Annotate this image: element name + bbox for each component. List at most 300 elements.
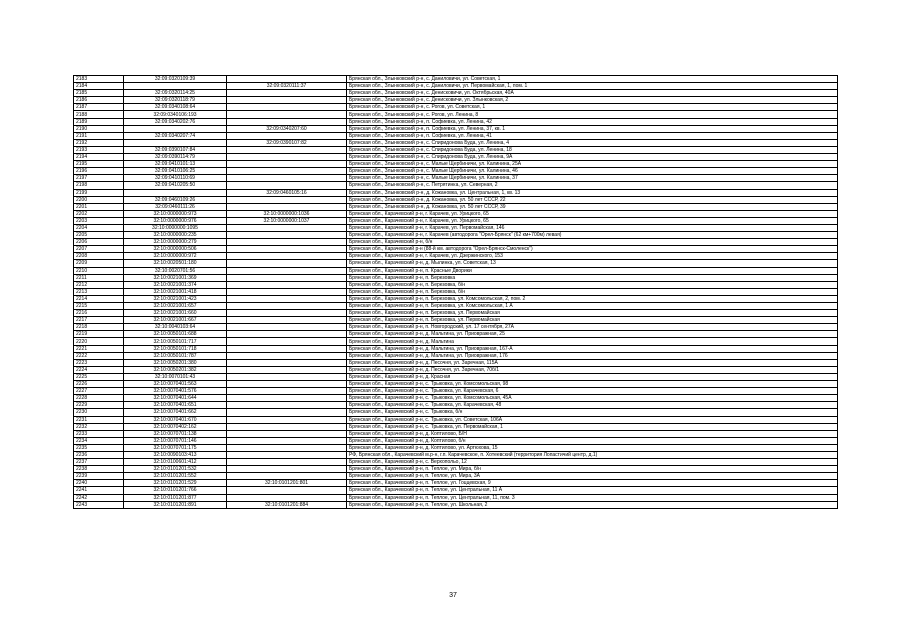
secondary-cadastral-number-cell: 32:10:0000000:1036	[227, 210, 347, 217]
row-number-cell: 2202	[74, 210, 124, 217]
row-number-cell: 2207	[74, 246, 124, 253]
row-number-cell: 2231	[74, 416, 124, 423]
cadastral-number-cell: 32:10:0021001:374	[124, 281, 227, 288]
table-row	[74, 260, 838, 267]
secondary-cadastral-number-cell	[227, 345, 347, 352]
cadastral-number-cell: 32:09:0410110:69	[124, 175, 227, 182]
secondary-cadastral-number-cell	[227, 76, 347, 83]
address-cell: Брянская обл., Злынковский р-н, с. Малые Щербиничи, ул. Калинина, 25А	[347, 161, 838, 168]
table-row	[74, 437, 838, 444]
table-row	[74, 352, 838, 359]
cadastral-number-cell: 32:09:0390114:79	[124, 154, 227, 161]
table-row	[74, 409, 838, 416]
secondary-cadastral-number-cell	[227, 430, 347, 437]
table-row	[74, 196, 838, 203]
row-number-cell: 2189	[74, 118, 124, 125]
cadastral-number-cell: 32:10:0070101:43	[124, 373, 227, 380]
row-number-cell: 2206	[74, 239, 124, 246]
secondary-cadastral-number-cell	[227, 373, 347, 380]
address-cell: Брянская обл., Карачевский р-н (88-й км. автодорога "Орел-Брянск-Смоленск")	[347, 246, 838, 253]
address-cell: Брянская обл., Карачевский р-н, п. Березовка, ул. Комсомольская, 2, пом. 2	[347, 295, 838, 302]
secondary-cadastral-number-cell	[227, 388, 347, 395]
row-number-cell: 2239	[74, 473, 124, 480]
cadastral-number-cell: 32:10:0000000:972	[124, 253, 227, 260]
cadastral-number-cell: 32:10:0070402:162	[124, 423, 227, 430]
address-cell: Брянская обл., Карачевский р-н, д. Мылинка, ул. Советская, 13	[347, 260, 838, 267]
cadastral-number-cell: 32:09:0460109:26	[124, 196, 227, 203]
address-cell: Брянская обл., Карачевский р-н, д. Мальтина	[347, 338, 838, 345]
row-number-cell: 2194	[74, 154, 124, 161]
row-number-cell: 2234	[74, 437, 124, 444]
table-row	[74, 182, 838, 189]
secondary-cadastral-number-cell	[227, 473, 347, 480]
secondary-cadastral-number-cell	[227, 416, 347, 423]
table-row	[74, 366, 838, 373]
table-row	[74, 168, 838, 175]
address-cell: Брянская обл., Карачевский р-н, д. Песочня, ул. Заречная, 115А	[347, 359, 838, 366]
address-cell: Брянская обл., Карачевский р-н, г. Карачев, ул. Урицкого, 65	[347, 210, 838, 217]
table-row	[74, 416, 838, 423]
secondary-cadastral-number-cell	[227, 466, 347, 473]
address-cell: Брянская обл., Карачевский р-н, д. Красная	[347, 373, 838, 380]
address-cell: Брянская обл., Карачевский р-н, д. Коптилово, ул. Артюхова, 15	[347, 444, 838, 451]
cadastral-number-cell: 32:10:0101201:552	[124, 473, 227, 480]
table-row	[74, 232, 838, 239]
secondary-cadastral-number-cell	[227, 494, 347, 501]
table-row	[74, 132, 838, 139]
property-registry-table	[73, 75, 838, 509]
secondary-cadastral-number-cell	[227, 281, 347, 288]
cadastral-number-cell: 32:10:0000000:506	[124, 246, 227, 253]
address-cell: Брянская обл., Карачевский р-н, с. Трыковка, ул. Карачевская, 48	[347, 402, 838, 409]
secondary-cadastral-number-cell: 32:09:0390107:82	[227, 139, 347, 146]
cadastral-number-cell: 32:10:0050101:688	[124, 331, 227, 338]
address-cell: Брянская обл., Злынковский р-н, с. Спиридонова Буда, ул. Ленина, 4	[347, 139, 838, 146]
address-cell: Брянская обл., Карачевский р-н, д. Мальтина, ул. Приовражная, 167-А	[347, 345, 838, 352]
table-row	[74, 90, 838, 97]
row-number-cell: 2215	[74, 303, 124, 310]
table-row	[74, 480, 838, 487]
table-row	[74, 274, 838, 281]
cadastral-number-cell: 32:09:0320118:79	[124, 97, 227, 104]
secondary-cadastral-number-cell	[227, 260, 347, 267]
secondary-cadastral-number-cell	[227, 168, 347, 175]
cadastral-number-cell: 32:10:0101201:532	[124, 466, 227, 473]
cadastral-number-cell: 32:10:0000000:973	[124, 210, 227, 217]
address-cell: Брянская обл., Злынковский р-н, с. Рогов, ул. Советская, 1	[347, 104, 838, 111]
row-number-cell: 2200	[74, 196, 124, 203]
cadastral-number-cell: 32:09:0340207:74	[124, 132, 227, 139]
address-cell: Брянская обл., Злынковский р-н, с. Денисковичи, ул. Октябрьская, 40А	[347, 90, 838, 97]
secondary-cadastral-number-cell	[227, 175, 347, 182]
cadastral-number-cell: 32:10:0050101:787	[124, 352, 227, 359]
row-number-cell: 2185	[74, 90, 124, 97]
address-cell: Брянская обл., Злынковский р-н, с. Даниловичи, ул. Советская, 1	[347, 76, 838, 83]
row-number-cell: 2193	[74, 146, 124, 153]
row-number-cell: 2208	[74, 253, 124, 260]
secondary-cadastral-number-cell	[227, 267, 347, 274]
cadastral-number-cell	[124, 125, 227, 132]
row-number-cell: 2242	[74, 494, 124, 501]
address-cell: Брянская обл., Злынковский р-н, с. Спиридонова Буда, ул. Ленина, 9А	[347, 154, 838, 161]
row-number-cell: 2209	[74, 260, 124, 267]
address-cell: Брянская обл., Карачевский р-н, п. Теплое, ул. Центральная, 11 А	[347, 487, 838, 494]
address-cell: Брянская обл., Карачевский р-н, г. Карачев, ул. Первомайская, 146	[347, 224, 838, 231]
table-row	[74, 395, 838, 402]
row-number-cell: 2223	[74, 359, 124, 366]
table-row	[74, 146, 838, 153]
table-row	[74, 459, 838, 466]
cadastral-number-cell: 32:10:0021001:657	[124, 303, 227, 310]
address-cell: Брянская обл., Карачевский р-н, с. Трыковка, ул. Карачевская, 6	[347, 388, 838, 395]
table-row	[74, 317, 838, 324]
secondary-cadastral-number-cell	[227, 232, 347, 239]
row-number-cell: 2197	[74, 175, 124, 182]
table-row	[74, 331, 838, 338]
row-number-cell: 2210	[74, 267, 124, 274]
cadastral-number-cell: 32:09:0460111:26	[124, 203, 227, 210]
row-number-cell: 2233	[74, 430, 124, 437]
secondary-cadastral-number-cell	[227, 338, 347, 345]
row-number-cell: 2221	[74, 345, 124, 352]
address-cell: Брянская обл., Карачевский р-н, г. Карачев (автодорога "Орел-Брянск" (62 км+700м) левая)	[347, 232, 838, 239]
row-number-cell: 2212	[74, 281, 124, 288]
secondary-cadastral-number-cell	[227, 132, 347, 139]
table-row	[74, 161, 838, 168]
address-cell: Брянская обл., Карачевский р-н, д. Коптилово, Б/Н	[347, 430, 838, 437]
address-cell: Брянская обл., Злынковский р-н, п. Софиевка, ул. Ленина, 37, кв. 1	[347, 125, 838, 132]
table-row	[74, 402, 838, 409]
address-cell: Брянская обл., Карачевский р-н, д. Мальтина, ул. Приовражная, 176	[347, 352, 838, 359]
secondary-cadastral-number-cell	[227, 246, 347, 253]
row-number-cell: 2218	[74, 324, 124, 331]
cadastral-number-cell: 32:10:0101201:891	[124, 501, 227, 508]
row-number-cell: 2237	[74, 459, 124, 466]
table-row	[74, 267, 838, 274]
secondary-cadastral-number-cell: 32:09:0320111:37	[227, 83, 347, 90]
row-number-cell: 2214	[74, 295, 124, 302]
row-number-cell: 2196	[74, 168, 124, 175]
table-row	[74, 189, 838, 196]
address-cell: Брянская обл., Карачевский р-н, с. Трыковка, ул. Комсомольская, 45А	[347, 395, 838, 402]
cadastral-number-cell: 32:10:0101201:877	[124, 494, 227, 501]
table-row	[74, 125, 838, 132]
row-number-cell: 2216	[74, 310, 124, 317]
cadastral-number-cell: 32:10:0070401:644	[124, 395, 227, 402]
cadastral-number-cell	[124, 189, 227, 196]
address-cell: Брянская обл., Карачевский р-н, с. Верхопольо, 12	[347, 459, 838, 466]
secondary-cadastral-number-cell	[227, 324, 347, 331]
table-row	[74, 373, 838, 380]
table-row	[74, 83, 838, 90]
row-number-cell: 2199	[74, 189, 124, 196]
row-number-cell: 2243	[74, 501, 124, 508]
cadastral-number-cell: 32:10:0070401:563	[124, 381, 227, 388]
cadastral-number-cell: 32:10:0000000:1095	[124, 224, 227, 231]
address-cell: Брянская обл., Злынковский р-н, д. Кожановка, ул. 50 лет СССР, 22	[347, 196, 838, 203]
registry-sheet	[73, 75, 838, 509]
cadastral-number-cell	[124, 139, 227, 146]
address-cell: Брянская обл., Карачевский р-н, п. Теплое, ул. Школьная, 2	[347, 501, 838, 508]
table-row	[74, 203, 838, 210]
cadastral-number-cell: 32:09:0410205:50	[124, 182, 227, 189]
row-number-cell: 2191	[74, 132, 124, 139]
address-cell: Брянская обл., Злынковский р-н, п. Софиевка, ул. Ленина, 41	[347, 132, 838, 139]
address-cell: Брянская обл., Карачевский р-н, п. Новгородский, ул. 17 сентября, 27А	[347, 324, 838, 331]
table-body	[74, 76, 838, 509]
row-number-cell: 2187	[74, 104, 124, 111]
cadastral-number-cell: 32:10:0050101:717	[124, 338, 227, 345]
cadastral-number-cell: 32:10:0070401:651	[124, 402, 227, 409]
address-cell: РФ, Брянская обл., Карачевский м.р-н, г.п. Карачевское, п. Хотеевский (территория Лопастичий центр, д.1)	[347, 451, 838, 458]
secondary-cadastral-number-cell	[227, 111, 347, 118]
table-row	[74, 310, 838, 317]
row-number-cell: 2238	[74, 466, 124, 473]
page-number: 37	[449, 592, 457, 599]
row-number-cell: 2188	[74, 111, 124, 118]
row-number-cell: 2236	[74, 451, 124, 458]
secondary-cadastral-number-cell	[227, 459, 347, 466]
table-row	[74, 338, 838, 345]
cadastral-number-cell: 32:09:0410101:13	[124, 161, 227, 168]
row-number-cell: 2219	[74, 331, 124, 338]
secondary-cadastral-number-cell	[227, 487, 347, 494]
address-cell: Брянская обл., Карачевский р-н, с. Трыковка, б/н	[347, 409, 838, 416]
table-row	[74, 466, 838, 473]
table-row	[74, 76, 838, 83]
cadastral-number-cell: 32:10:0021001:369	[124, 274, 227, 281]
table-row	[74, 295, 838, 302]
cadastral-number-cell: 32:09:0410106:25	[124, 168, 227, 175]
table-row	[74, 97, 838, 104]
row-number-cell: 2198	[74, 182, 124, 189]
cadastral-number-cell: 32:10:0101201:529	[124, 480, 227, 487]
row-number-cell: 2235	[74, 444, 124, 451]
table-row	[74, 487, 838, 494]
cadastral-number-cell: 32:09:0340106:193	[124, 111, 227, 118]
address-cell: Брянская обл., Карачевский р-н, п. Березовка, ул. Первомайская	[347, 317, 838, 324]
row-number-cell: 2226	[74, 381, 124, 388]
address-cell: Брянская обл., Карачевский р-н, с. Трыковка, ул. Советская, 106А	[347, 416, 838, 423]
cadastral-number-cell: 32:10:0070701:175	[124, 444, 227, 451]
secondary-cadastral-number-cell	[227, 104, 347, 111]
row-number-cell: 2230	[74, 409, 124, 416]
cadastral-number-cell: 32:10:0050201:382	[124, 366, 227, 373]
row-number-cell: 2220	[74, 338, 124, 345]
cadastral-number-cell: 32:10:0050201:380	[124, 359, 227, 366]
address-cell: Брянская обл., Карачевский р-н, г. Карачев, ул. Дзержинского, 153	[347, 253, 838, 260]
address-cell: Брянская обл., Злынковский р-н, п. Софиевка, ул. Ленина, 42	[347, 118, 838, 125]
secondary-cadastral-number-cell: 32:09:0340207:60	[227, 125, 347, 132]
address-cell: Брянская обл., Карачевский р-н, п. Березовка, ул. Комсомольская, 1 А	[347, 303, 838, 310]
secondary-cadastral-number-cell	[227, 90, 347, 97]
row-number-cell: 2228	[74, 395, 124, 402]
address-cell: Брянская обл., Злынковский р-н, с. Даниловичи, ул. Первомайская, 1, пом. 1	[347, 83, 838, 90]
secondary-cadastral-number-cell	[227, 444, 347, 451]
address-cell: Брянская обл., Злынковский р-н, д. Кожановка, ул. 50 лет СССР, 39	[347, 203, 838, 210]
address-cell: Брянская обл., Злынковский р-н, с. Петрятинка, ул. Северная, 2	[347, 182, 838, 189]
table-row	[74, 111, 838, 118]
cadastral-number-cell: 32:09:0340202:76	[124, 118, 227, 125]
cadastral-number-cell: 32:09:0390107:84	[124, 146, 227, 153]
cadastral-number-cell: 32:10:0070401:670	[124, 416, 227, 423]
address-cell: Брянская обл., Карачевский р-н, с. Трыковка, ул. Первомайская, 1	[347, 423, 838, 430]
address-cell: Брянская обл., Злынковский р-н, с. Денисковичи, ул. Злынковская, 2	[347, 97, 838, 104]
address-cell: Брянская обл., Карачевский р-н, п. Теплое, ул. Мира, 3А	[347, 473, 838, 480]
address-cell: Брянская обл., Карачевский р-н, с. Трыковка, ул. Комсомольская, 98	[347, 381, 838, 388]
table-row	[74, 217, 838, 224]
secondary-cadastral-number-cell	[227, 395, 347, 402]
table-row	[74, 345, 838, 352]
row-number-cell: 2183	[74, 76, 124, 83]
cadastral-number-cell: 32:10:0000000:279	[124, 239, 227, 246]
row-number-cell: 2222	[74, 352, 124, 359]
secondary-cadastral-number-cell: 32:10:0101201:801	[227, 480, 347, 487]
address-cell: Брянская обл., Злынковский р-н, с. Малые Щербиничи, ул. Калинина, 37	[347, 175, 838, 182]
cadastral-number-cell: 32:10:0070701:146	[124, 437, 227, 444]
cadastral-number-cell: 32:10:0021001:423	[124, 295, 227, 302]
address-cell: Брянская обл., Злынковский р-н, с. Малые Щербиничи, ул. Калинина, 46	[347, 168, 838, 175]
secondary-cadastral-number-cell	[227, 161, 347, 168]
table-row	[74, 154, 838, 161]
secondary-cadastral-number-cell	[227, 97, 347, 104]
row-number-cell: 2192	[74, 139, 124, 146]
table-row	[74, 388, 838, 395]
table-row	[74, 359, 838, 366]
cadastral-number-cell: 32:10:0090103:413	[124, 451, 227, 458]
table-row	[74, 473, 838, 480]
table-row	[74, 175, 838, 182]
address-cell: Брянская обл., Карачевский р-н, п. Березовка, ул. Первомайская	[347, 310, 838, 317]
secondary-cadastral-number-cell	[227, 288, 347, 295]
table-row	[74, 444, 838, 451]
secondary-cadastral-number-cell	[227, 118, 347, 125]
cadastral-number-cell: 32:09:0320109:39	[124, 76, 227, 83]
secondary-cadastral-number-cell	[227, 154, 347, 161]
row-number-cell: 2217	[74, 317, 124, 324]
table-row	[74, 104, 838, 111]
address-cell: Брянская обл., Карачевский р-н, п. Теплое, ул. Центральная, 11, пом. 3	[347, 494, 838, 501]
secondary-cadastral-number-cell	[227, 274, 347, 281]
secondary-cadastral-number-cell	[227, 331, 347, 338]
table-row	[74, 451, 838, 458]
address-cell: Брянская обл., Карачевский р-н, г. Карачев, ул. Урицкого, 65	[347, 217, 838, 224]
secondary-cadastral-number-cell	[227, 310, 347, 317]
row-number-cell: 2201	[74, 203, 124, 210]
table-row	[74, 381, 838, 388]
cadastral-number-cell: 32:10:0100601:412	[124, 459, 227, 466]
address-cell: Брянская обл., Карачевский р-н, п. Теплое, ул. Мира, б/н	[347, 466, 838, 473]
secondary-cadastral-number-cell	[227, 409, 347, 416]
address-cell: Брянская обл., Карачевский р-н, п. Теплое, ул. Гоццевская, 9	[347, 480, 838, 487]
row-number-cell: 2203	[74, 217, 124, 224]
cadastral-number-cell: 32:10:0000000:976	[124, 217, 227, 224]
secondary-cadastral-number-cell	[227, 352, 347, 359]
table-row	[74, 210, 838, 217]
table-row	[74, 494, 838, 501]
table-row	[74, 139, 838, 146]
table-row	[74, 324, 838, 331]
table-row	[74, 246, 838, 253]
row-number-cell: 2232	[74, 423, 124, 430]
row-number-cell: 2204	[74, 224, 124, 231]
cadastral-number-cell: 32:10:0021001:667	[124, 317, 227, 324]
secondary-cadastral-number-cell	[227, 451, 347, 458]
row-number-cell: 2240	[74, 480, 124, 487]
row-number-cell: 2225	[74, 373, 124, 380]
cadastral-number-cell: 32:10:0021001:660	[124, 310, 227, 317]
row-number-cell: 2224	[74, 366, 124, 373]
address-cell: Брянская обл., Карачевский р-н, б/н	[347, 239, 838, 246]
secondary-cadastral-number-cell	[227, 317, 347, 324]
table-row	[74, 501, 838, 508]
secondary-cadastral-number-cell	[227, 359, 347, 366]
cadastral-number-cell: 32:10:0070701:138	[124, 430, 227, 437]
row-number-cell: 2213	[74, 288, 124, 295]
address-cell: Брянская обл., Карачевский р-н, п. Красные Дворики	[347, 267, 838, 274]
cadastral-number-cell: 32:10:0040103:64	[124, 324, 227, 331]
table-row	[74, 253, 838, 260]
secondary-cadastral-number-cell	[227, 381, 347, 388]
row-number-cell: 2195	[74, 161, 124, 168]
address-cell: Брянская обл., Злынковский р-н, с. Рогов, ул. Ленина, 8	[347, 111, 838, 118]
table-row	[74, 224, 838, 231]
cadastral-number-cell: 32:09:0340108:64	[124, 104, 227, 111]
secondary-cadastral-number-cell	[227, 146, 347, 153]
secondary-cadastral-number-cell	[227, 253, 347, 260]
cadastral-number-cell: 32:09:0320114:25	[124, 90, 227, 97]
secondary-cadastral-number-cell: 32:09:0460105:16	[227, 189, 347, 196]
cadastral-number-cell: 32:10:0021001:418	[124, 288, 227, 295]
address-cell: Брянская обл., Карачевский р-н, д. Мальтина, ул. Приовражная, 25	[347, 331, 838, 338]
row-number-cell: 2205	[74, 232, 124, 239]
secondary-cadastral-number-cell	[227, 239, 347, 246]
address-cell: Брянская обл., Карачевский р-н, п. Березовка, б/н	[347, 281, 838, 288]
cadastral-number-cell: 32:10:0050101:718	[124, 345, 227, 352]
secondary-cadastral-number-cell	[227, 224, 347, 231]
cadastral-number-cell: 32:10:0020501:180	[124, 260, 227, 267]
address-cell: Брянская обл., Карачевский р-н, п. Березовка	[347, 274, 838, 281]
address-cell: Брянская обл., Карачевский р-н, д. Песочня, ул. Заречная, 70б/1	[347, 366, 838, 373]
secondary-cadastral-number-cell	[227, 366, 347, 373]
address-cell: Брянская обл., Злынковский р-н, с. Спиридонова Буда, ул. Ленина, 18	[347, 146, 838, 153]
cadastral-number-cell: 32:10:0000000:235	[124, 232, 227, 239]
row-number-cell: 2190	[74, 125, 124, 132]
secondary-cadastral-number-cell	[227, 295, 347, 302]
cadastral-number-cell: 32:10:0020701:56	[124, 267, 227, 274]
cadastral-number-cell: 32:10:0070401:576	[124, 388, 227, 395]
secondary-cadastral-number-cell	[227, 203, 347, 210]
secondary-cadastral-number-cell	[227, 182, 347, 189]
table-row	[74, 288, 838, 295]
table-row	[74, 303, 838, 310]
table-row	[74, 239, 838, 246]
secondary-cadastral-number-cell: 32:10:0101201:884	[227, 501, 347, 508]
row-number-cell: 2186	[74, 97, 124, 104]
row-number-cell: 2227	[74, 388, 124, 395]
table-row	[74, 118, 838, 125]
address-cell: Брянская обл., Карачевский р-н, д. Коптилово, б/н	[347, 437, 838, 444]
secondary-cadastral-number-cell	[227, 437, 347, 444]
secondary-cadastral-number-cell	[227, 423, 347, 430]
secondary-cadastral-number-cell: 32:10:0000000:1037	[227, 217, 347, 224]
secondary-cadastral-number-cell	[227, 402, 347, 409]
row-number-cell: 2184	[74, 83, 124, 90]
row-number-cell: 2211	[74, 274, 124, 281]
table-row	[74, 430, 838, 437]
cadastral-number-cell: 32:10:0070401:662	[124, 409, 227, 416]
table-row	[74, 281, 838, 288]
